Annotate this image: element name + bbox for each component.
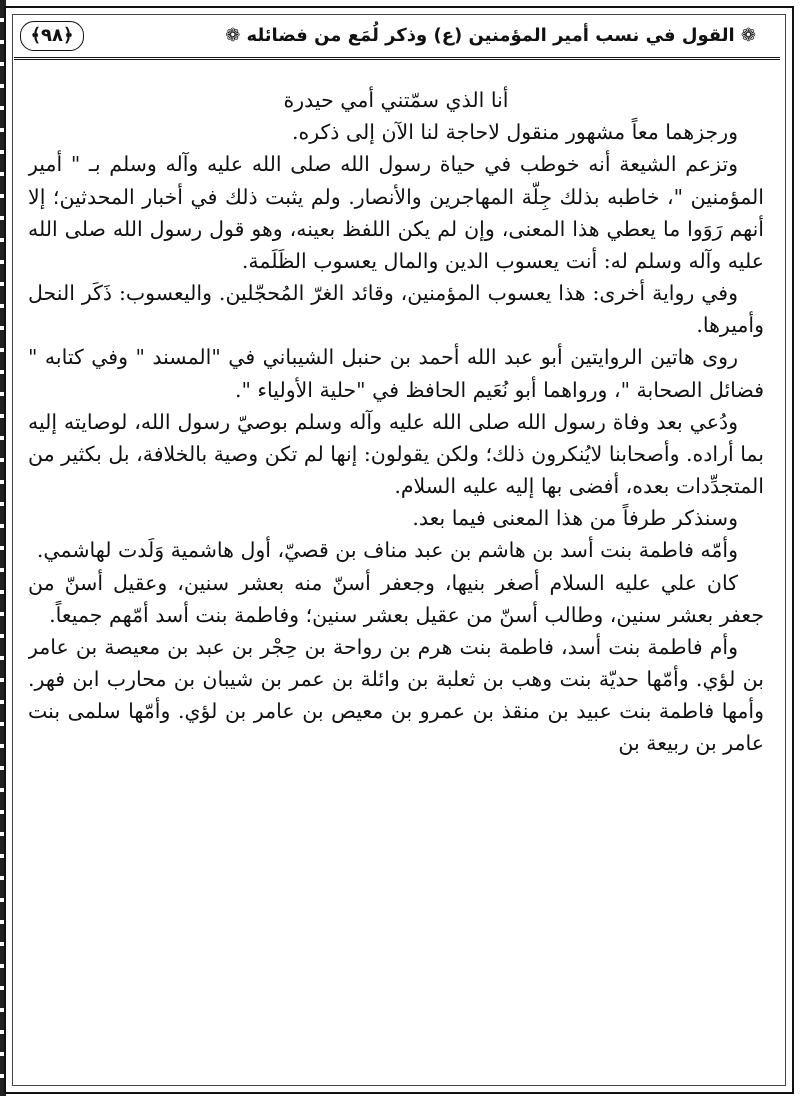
paragraph: وتزعم الشيعة أنه خوطب في حياة رسول الله صلى الله عليه وآله وسلم بـ " أمير المؤمنين "، خاطبه بذلك جِلّة المهاجرين والأنصار. ولم يثبت ذلك في أخبار المحدثين؛ إلا أنهم رَوَوا ما يعطي هذا المعنى، وإن لم يكن اللفظ بعينه، وهو قول رسول الله صلى الله عليه وآله وسلم له: أنت يعسوب الدين والمال يعسوب الظَلَمة. <box>28 152 764 273</box>
paragraph: وسنذكر طرفاً من هذا المعنى فيما بعد. <box>412 506 738 531</box>
paragraph: وأم فاطمة بنت أسد، فاطمة بنت هرم بن رواحة بن حِجْر بن عبد بن معيصة بن عامر بن لؤي. وأمّها حديّة بنت وهب بن ثعلبة بن وائلة بن عمر بن شيبان بن محارب ابن فهر. وأمها فاطمة بنت عبيد بن منقذ بن عمرو بن معيص بن عامر بن لؤي. وأمّها سلمى بنت عامر بن ربيعة بن <box>28 634 764 756</box>
paragraph: ورجزهما معاً مشهور منقول لاحاجة لنا الآن إلى ذكره. <box>291 120 738 145</box>
page-body <box>28 84 764 1074</box>
paragraph: ودُعي بعد وفاة رسول الله صلى الله عليه وآله وسلم بوصيّ رسول الله، لوصايته إليه بما أراده. وأصحابنا لايُنكرون ذلك؛ ولكن يقولون: إنها لم تكن وصية بالخلافة، بل بكثير من المتجدِّدات بعده، أفضى بها إليه عليه السلام. <box>28 409 764 499</box>
verse-line: أنا الذي سمّتني أمي حيدرة <box>283 88 509 112</box>
running-head: ❁ القول في نسب أمير المؤمنين (ع) وذكر لُمَع من فضائله ❁ <box>225 25 756 46</box>
paragraph: وأمّه فاطمة بنت أسد بن هاشم بن عبد مناف بن قصيّ، أول هاشمية وَلَدت لهاشمي. <box>36 538 738 563</box>
page-header <box>14 14 780 60</box>
page-number: ﴿٩٨﴾ <box>20 21 84 51</box>
paragraph: كان علي عليه السلام أصغر بنيها، وجعفر أسنّ منه بعشر سنين، وعقيل أسنّ من جعفر بعشر سنين، وطالب أسنّ من عقيل بعشر سنين؛ وفاطمة بنت أسد أمّهم جميعاً. <box>28 570 764 627</box>
paragraph: وفي رواية أخرى: هذا يعسوب المؤمنين، وقائد الغرّ المُحجّلين. واليعسوب: ذَكَر النحل وأميرها. <box>28 281 764 338</box>
paragraph: روى هاتين الروايتين أبو عبد الله أحمد بن حنبل الشيباني في "المسند " وفي كتابه " فضائل الصحابة "، ورواهما أبو نُعَيم الحافظ في "حلية الأولياء ". <box>28 345 764 402</box>
